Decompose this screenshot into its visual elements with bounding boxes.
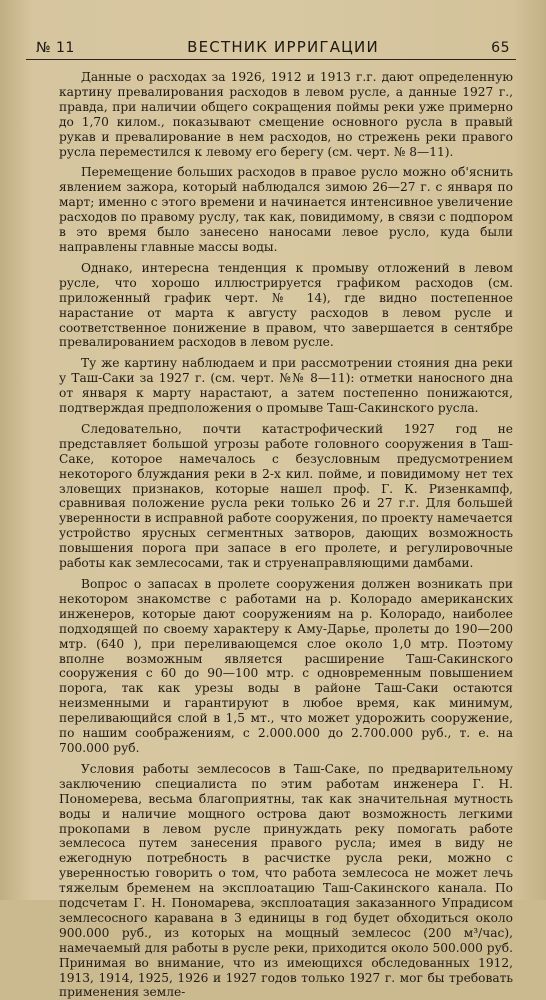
paragraph-dredger-conditions: Условия работы землесосов в Таш-Саке, по предварительному заключению специалиста по этим работам инженера Г. Н. Пономерева, весьма благоприятны, так как значительная мутность воды и наличие мощного острова дают возможность легкими прокопами в левом русле принуждать реку помогать работе землесоса путем занесения правого русла; имея в виду не ежегодную потребность в расчистке русла реки, можно с уверенностью говорить о том, что работа землесоса не может лечь тяжелым бременем на эксплоатацию Таш-Сакинского канала. По подсчетам Г. Н. Пономарева, эксплоатация заказанного Упрадисом землесосного каравана в 3 единицы в год будет обходиться около 900.000 руб., из которых на мощный землесос (200 м³/час), намечаемый для работы в русле реки, приходится около 500.000 руб. Принимая во внимание, что из имеющихся обследованных 1912, 1913, 1914, 1925, 1926 и 1927 годов только 1927 г. мог бы требовать применения земле- [59,761,513,1000]
running-header [26,38,516,60]
paragraph-riverbed-levels: Ту же картину наблюдаем и при рассмотрении стояния дна реки у Таш-Саки за 1927 г. (см. черт. №№ 8—11): отметки наносного дна от января к марту нарастают, а затем постепенно понижаются, подтверждая предположения о промыве Таш-Сакинского русла. [59,356,513,416]
page-number: 65 [491,40,510,56]
issue-number: № 11 [36,40,75,56]
journal-title: ВЕСТНИК ИРРИГАЦИИ [187,38,379,56]
paragraph-discharge-data: Данные о расходах за 1926, 1912 и 1913 г.г. дают определенную картину превалирования расходов в левом русле, а данные 1927 г., правда, при наличии общего сокращения поймы реки уже примерно до 1,70 килом., показывают смещение основного русла в правый рукав и превалирование в нем расходов, но стрежень реки правого русла переместился к левому его берегу (см. черт. № 8—11). [59,70,513,159]
paragraph-scour-tendency: Однако, интересна тенденция к промыву отложений в левом русле, что хорошо иллюстрируется графиком расходов (см. приложенный график черт. № 14), где видно постепенное нарастание от марта к августу расходов в левом русле и соответственное понижение в правом, что завершается в сентябре превалированием расходов в левом русле. [59,260,513,350]
paragraph-ice-jam: Перемещение больших расходов в правое русло можно об'яснить явлением зажора, который наблюдался зимою 26—27 г. с января по март; именно с этого времени и начинается интенсивное увеличение расходов по правому руслу, так как, повидимому, в связи с подпором в это время было занесено наносами левое русло, куда были направлены главные массы воды. [59,165,513,254]
paragraph-headworks-threat: Следовательно, почти катастрофический 1927 год не представляет большой угрозы работе головного сооружения в Таш-Саке, которое намечалось с безусловным предусмотрением некоторого блуждания реки в 2-х кил. пойме, и повидимому нет тех зловещих признаков, которые нашел проф. Г. К. Ризенкампф, сравнивая положение русла реки только 26 и 27 г.г. Для большей уверенности в исправной работе сооружения, по проекту намечается устройство ярусных сегментных затворов, дающих возможность повышения порога при запасе в его пролете, и регулировочные работы как землесосами, так и струенаправляющими дамбами. [59,421,513,571]
article-body [26,60,516,1000]
paragraph-colorado-spans: Вопрос о запасах в пролете сооружения должен возникать при некотором знакомстве с работами на р. Колорадо американских инженеров, которые дают сооружениям на р. Колорадо, наиболее подходящей по своему характеру к Аму-Дарье, пролеты до 190—200 мтр. (640 ), при переливающемся слое около 1,0 мтр. Поэтому вполне возможным является расширение Таш-Сакинского сооружения с 60 до 90—100 мтр. с одновременным повышением порога, так как урезы воды в районе Таш-Саки остаются неизменными и гарантируют в любое время, как минимум, переливающийся слой в 1,5 мт., что может удорожить сооружение, по нашим соображениям, с 2.000.000 до 2.700.000 руб., т. е. на 700.000 руб. [59,577,513,755]
